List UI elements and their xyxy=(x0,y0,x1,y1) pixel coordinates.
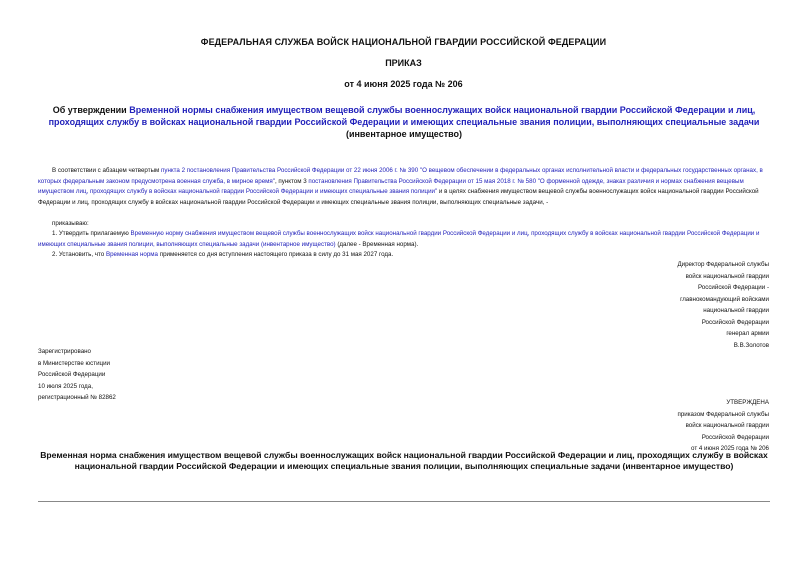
item2-text-b: применяется со дня вступления настоящего приказа в силу до 31 мая 2027 года. xyxy=(158,251,394,258)
registration-line: 10 июля 2025 года, xyxy=(38,382,93,390)
subject-link[interactable]: Временной нормы снабжения имуществом вещевой службы военнослужащих войск национальной гвардии Российской Федерации и лиц, проходящих службу в войсках национальной гвардии Российской Федерации и имеющих специальные звания полиции, выполняющих специальные задачи xyxy=(48,105,760,127)
signature-line: Российской Федерации - xyxy=(697,284,769,291)
preamble-text-a: В соответствии с абзацем четвертым xyxy=(52,167,161,174)
registration-line: в Министерстве юстиции xyxy=(38,359,111,367)
item2-text-a: 2. Установить, что xyxy=(52,251,106,258)
signature-line: войск национальной гвардии xyxy=(685,272,769,280)
signature-line: Российской Федерации xyxy=(701,318,769,326)
norm-title: Временная норма снабжения имуществом вещевой службы военнослужащих войск национальной гвардии Российской Федерации и лиц, проходящих службу в войсках национальной гвардии Российской Федерации и имеющих специальные звания полиции, выполняющих специальные задачи (инвентарное имущество) xyxy=(40,450,768,471)
approval-line: от 4 июня 2025 года № 206 xyxy=(691,445,769,452)
approval-line: УТВЕРЖДЕНА xyxy=(726,399,769,406)
preamble-link-580[interactable]: постановления Правительства Российской Федерации от 15 мая 2018 г. № 580 "О форменной одежде, знаках различия и нормах снабжения вещевым имуществом лиц, проходящих службу в войсках национальной гвардии Российской Федерации и имеющих специальные звания полиции" xyxy=(38,177,744,195)
item1-norm-link[interactable]: Временную норму снабжения имуществом вещевой службы военнослужащих войск национальной гвардии Российской Федерации и лиц, проходящих службу в войсках национальной гвардии Российской Федерации и имеющих специальные звания полиции, выполняющих специальные задачи (инвентарное имущество) xyxy=(38,230,760,248)
paragraph-preamble xyxy=(38,166,770,208)
approval-stamp-block xyxy=(589,397,769,455)
registration-block xyxy=(38,346,116,404)
registration-line: Российской Федерации xyxy=(38,371,106,378)
registration-line: регистрационный № 82862 xyxy=(38,394,116,401)
signature-line: Директор Федеральной службы xyxy=(677,261,769,268)
item1-text-b: (далее - Временная норма). xyxy=(335,240,419,248)
paragraph-item-1 xyxy=(38,229,770,250)
paragraph-order-word: приказываю: xyxy=(52,220,89,227)
subject-suffix: (инвентарное имущество) xyxy=(345,129,463,139)
item1-text-a: 1. Утвердить прилагаемую xyxy=(52,230,131,237)
subject-prefix: Об утверждении xyxy=(52,105,130,115)
document-subject xyxy=(44,104,764,140)
preamble-text-b: , пунктом 3 xyxy=(274,177,309,185)
approval-line: войск национальной гвардии xyxy=(685,422,769,429)
agency-title: ФЕДЕРАЛЬНАЯ СЛУЖБА ВОЙСК НАЦИОНАЛЬНОЙ ГВАРДИИ РОССИЙСКОЙ ФЕДЕРАЦИИ xyxy=(200,37,607,47)
signature-line: В.В.Золотов xyxy=(733,341,769,349)
registration-line: Зарегистрировано xyxy=(38,348,91,355)
preamble-text-c: и в целях снабжения имуществом вещевой службы военнослужащих войск национальной гвардии Российской Федерации и лиц, проходящих службу в войсках национальной гвардии Российской Федерации и имеющих специальные звания полиции, выполняющих специальные задачи, - xyxy=(38,188,759,206)
signature-line: главнокомандующий войсками xyxy=(680,295,769,303)
approval-line: Российской Федерации xyxy=(701,433,769,441)
document-date-number: от 4 июня 2025 года № 206 xyxy=(344,79,463,89)
preamble-link-390[interactable]: пункта 2 постановления Правительства Российской Федерации от 22 июня 2006 г. № 390 "О вещевом обеспечении в федеральных органах исполнительной власти и федеральных государственных органах, в которых федеральным законом предусмотрена военная служба, в мирное время" xyxy=(38,167,763,185)
signature-line: генерал армии xyxy=(726,330,769,337)
horizontal-divider xyxy=(38,501,770,502)
signature-block xyxy=(609,259,769,351)
approval-line: приказом Федеральной службы xyxy=(677,410,769,418)
document-type: ПРИКАЗ xyxy=(385,58,422,68)
signature-line: национальной гвардии xyxy=(703,307,769,314)
item2-norm-link[interactable]: Временная норма xyxy=(105,251,158,258)
